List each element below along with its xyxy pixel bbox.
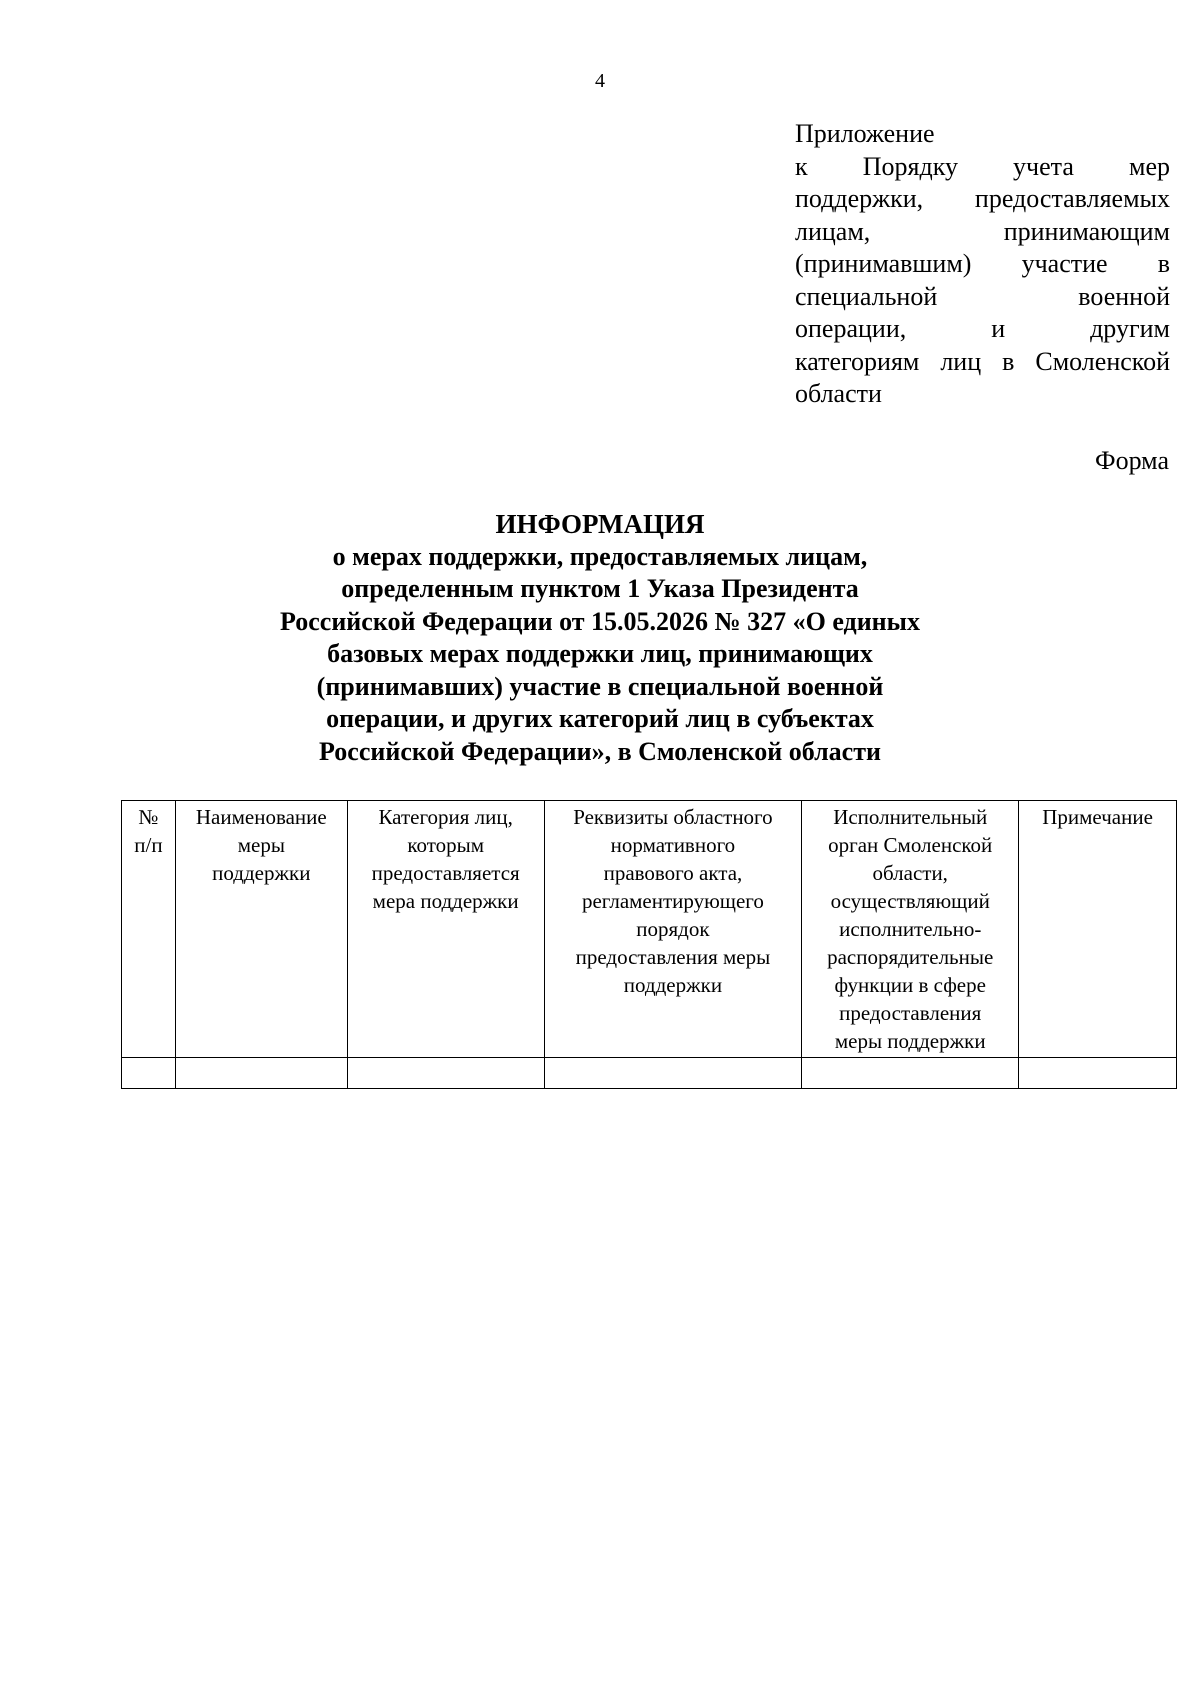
table-cell bbox=[802, 1058, 1019, 1089]
title-line: Российской Федерации», в Смоленской области bbox=[319, 736, 881, 766]
column-header-number: № п/п bbox=[122, 801, 176, 1058]
appendix-header bbox=[795, 118, 1170, 411]
title-line: (принимавших) участие в специальной военной bbox=[316, 671, 884, 701]
appendix-line: поддержки, предоставляемых bbox=[795, 184, 1170, 213]
appendix-line: операции, и другим bbox=[795, 314, 1170, 343]
table-row bbox=[122, 1058, 1177, 1089]
table-header-row bbox=[122, 801, 1177, 1058]
appendix-line: области bbox=[795, 379, 882, 408]
column-header-legal-act: Реквизиты областного нормативного правового акта, регламентирующего порядок предоставления меры поддержки bbox=[544, 801, 802, 1058]
title-line: Российской Федерации от 15.05.2026 № 327 «О единых bbox=[280, 606, 920, 636]
appendix-line: лицам, принимающим bbox=[795, 216, 1170, 246]
document-title bbox=[0, 508, 1200, 768]
column-header-executive-body: Исполнительный орган Смоленской области, осуществляющий исполнительно- распорядительные функции в сфере предоставления меры поддержки bbox=[802, 801, 1019, 1058]
title-line: определенным пунктом 1 Указа Президента bbox=[341, 574, 859, 603]
table-cell bbox=[544, 1058, 802, 1089]
column-header-category: Категория лиц, которым предоставляется мера поддержки bbox=[347, 801, 544, 1058]
table-cell bbox=[1019, 1058, 1177, 1089]
table-cell bbox=[347, 1058, 544, 1089]
column-header-measure-name: Наименование меры поддержки bbox=[175, 801, 347, 1058]
page-number: 4 bbox=[595, 70, 605, 92]
appendix-line: к Порядку учета мер bbox=[795, 151, 1170, 181]
column-header-note: Примечание bbox=[1019, 801, 1177, 1058]
support-measures-table bbox=[121, 800, 1177, 1089]
table-cell bbox=[122, 1058, 176, 1089]
appendix-line: (принимавшим) участие в bbox=[795, 249, 1170, 278]
table-cell bbox=[175, 1058, 347, 1089]
title-line: операции, и других категорий лиц в субъектах bbox=[326, 704, 874, 733]
title-line: о мерах поддержки, предоставляемых лицам, bbox=[332, 541, 868, 571]
appendix-line: специальной военной bbox=[795, 281, 1170, 311]
form-label: Форма bbox=[1095, 446, 1169, 475]
title-line: базовых мерах поддержки лиц, принимающих bbox=[327, 639, 873, 668]
title-heading: ИНФОРМАЦИЯ bbox=[495, 509, 705, 539]
appendix-line: категориям лиц в Смоленской bbox=[795, 346, 1170, 376]
appendix-line: Приложение bbox=[795, 119, 935, 148]
